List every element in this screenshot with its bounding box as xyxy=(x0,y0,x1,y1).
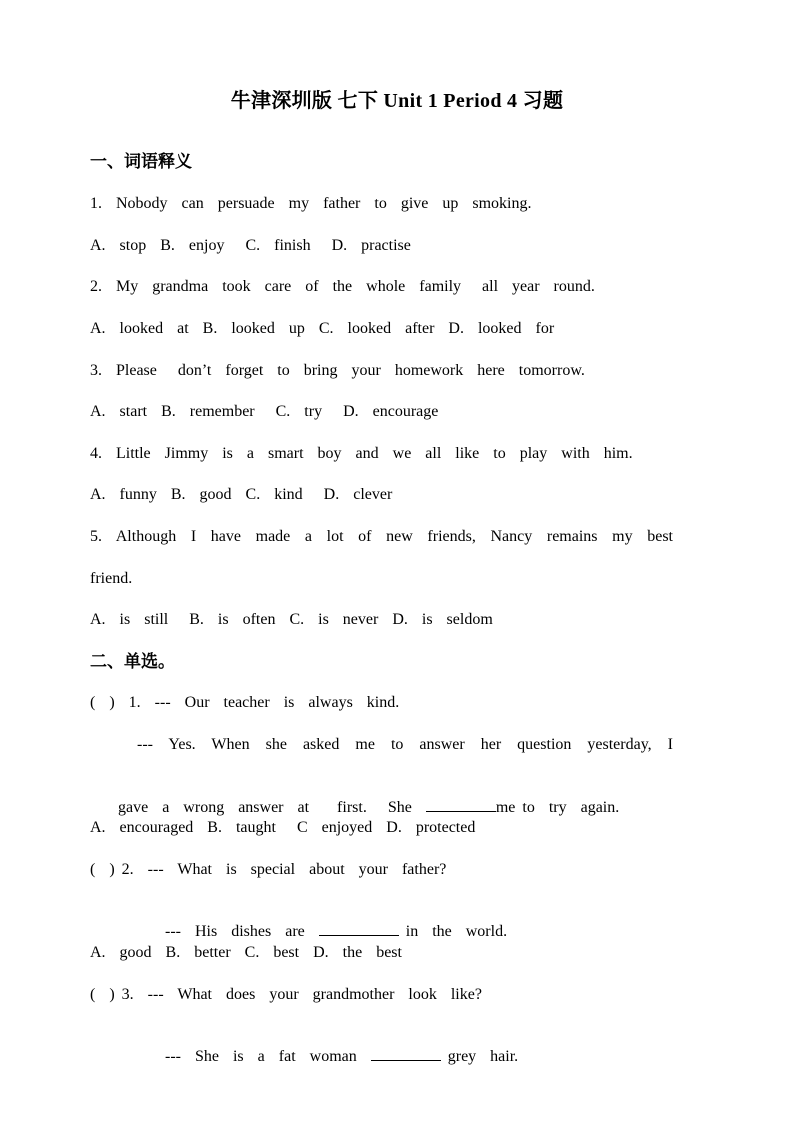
mc-question-1-line2: --- Yes. When she asked me to answer her question yesterday, I xyxy=(137,736,673,753)
vocab-options-1: A. stop B. enjoy C. finish D. practise xyxy=(90,237,411,254)
vocab-question-2: 2. My grandma took care of the whole family all year round. xyxy=(90,278,595,295)
answer-blank-2[interactable] xyxy=(319,921,399,936)
vocab-question-4: 4. Little Jimmy is a smart boy and we all like to play with him. xyxy=(90,445,633,462)
mc-options-1: A. encouraged B. taught C enjoyed D. protected xyxy=(90,819,476,836)
vocab-question-5-continued: friend. xyxy=(90,570,133,587)
vocab-question-1: 1. Nobody can persuade my father to give up smoking. xyxy=(90,195,532,212)
vocab-question-5: 5. Although I have made a lot of new friends, Nancy remains my best xyxy=(90,528,673,545)
page-title: 牛津深圳版 七下 Unit 1 Period 4 习题 xyxy=(230,90,564,112)
mc-question-3-line2-start: --- She is a fat woman xyxy=(165,1048,371,1065)
mc-question-3-line2-end: grey hair. xyxy=(440,1048,519,1065)
mc-question-1-line3-end: me to try again. xyxy=(495,799,620,816)
mc-options-2: A. good B. better C. best D. the best xyxy=(90,944,402,961)
vocab-options-3: A. start B. remember C. try D. encourage xyxy=(90,403,439,420)
section-heading-vocabulary: 一、词语释义 xyxy=(90,152,192,171)
section-heading-single-choice: 二、单选。 xyxy=(90,652,175,671)
mc-question-2-line2-start: --- His dishes are xyxy=(165,923,319,940)
mc-question-2-line2-end: in the world. xyxy=(398,923,508,940)
mc-question-2-line1: ( ) 2. --- What is special about your father? xyxy=(90,861,447,878)
mc-question-3-line2 xyxy=(137,1026,518,1087)
mc-question-1-line1: ( ) 1. --- Our teacher is always kind. xyxy=(90,694,400,711)
answer-blank-1[interactable] xyxy=(426,797,496,812)
vocab-question-3: 3. Please don’t forget to bring your homework here tomorrow. xyxy=(90,362,585,379)
vocab-options-5: A. is still B. is often C. is never D. is seldom xyxy=(90,611,493,628)
vocab-options-2: A. looked at B. looked up C. looked after D. looked for xyxy=(90,320,555,337)
answer-blank-3[interactable] xyxy=(371,1046,441,1061)
vocab-options-4: A. funny B. good C. kind D. clever xyxy=(90,486,393,503)
mc-question-1-line3-start: gave a wrong answer at first. She xyxy=(118,799,426,816)
mc-question-3-line1: ( ) 3. --- What does your grandmother look like? xyxy=(90,986,482,1003)
